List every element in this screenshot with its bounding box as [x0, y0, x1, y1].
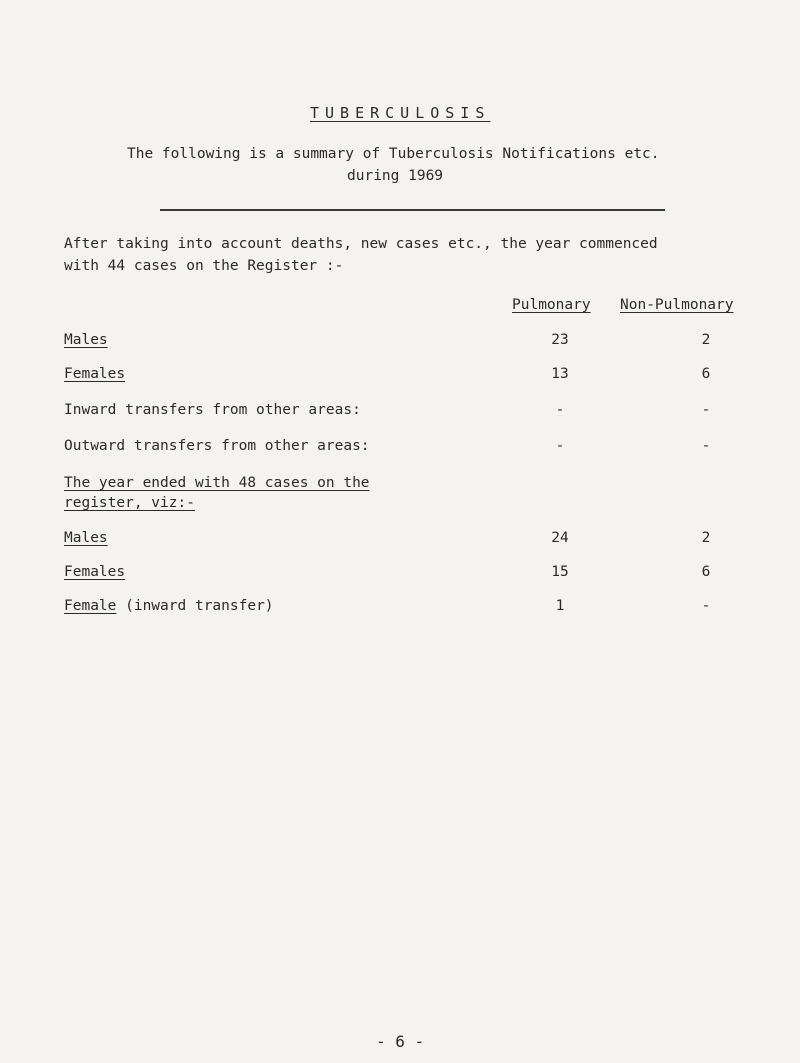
row-end-label: Females [64, 564, 126, 580]
year-end-line-1: The year ended with 48 cases on the [64, 475, 370, 491]
row-start-label: Females [64, 366, 126, 382]
row-start-pulmonary: - [555, 402, 565, 418]
row-start-pulmonary: 13 [551, 366, 569, 382]
commenced-line-1: After taking into account deaths, new cases etc., the year commenced [64, 236, 658, 252]
row-end-label: Female [64, 598, 117, 614]
divider-rule [160, 209, 665, 211]
row-start-pulmonary: 23 [551, 332, 569, 348]
row-end-pulmonary: 15 [551, 564, 569, 580]
commenced-line-2: with 44 cases on the Register :- [64, 258, 344, 274]
row-end-non-pulmonary: - [701, 598, 711, 614]
row-start-label: Males [64, 332, 108, 348]
page-number: - 6 - [376, 1032, 425, 1051]
col-header-non-pulmonary: Non-Pulmonary [620, 297, 734, 313]
row-end-non-pulmonary: 6 [701, 564, 711, 580]
row-end-label-suffix: (inward transfer) [116, 598, 274, 614]
row-start-non-pulmonary: - [701, 402, 711, 418]
intro-line-2: during 1969 [347, 168, 444, 184]
row-start-non-pulmonary: 2 [701, 332, 711, 348]
page-title: TUBERCULOSIS [310, 104, 491, 122]
row-start-non-pulmonary: - [701, 438, 711, 454]
row-end-pulmonary: 1 [555, 598, 565, 614]
intro-line-1: The following is a summary of Tuberculosis Notifications etc. [127, 146, 660, 162]
row-start-label: Inward transfers from other areas: [64, 402, 361, 418]
row-end-label: Males [64, 530, 108, 546]
row-start-non-pulmonary: 6 [701, 366, 711, 382]
row-start-pulmonary: - [555, 438, 565, 454]
row-end-non-pulmonary: 2 [701, 530, 711, 546]
col-header-pulmonary: Pulmonary [512, 297, 591, 313]
row-end-pulmonary: 24 [551, 530, 569, 546]
row-start-label: Outward transfers from other areas: [64, 438, 370, 454]
year-end-line-2: register, viz:- [64, 495, 195, 511]
row-end-label-wrap [64, 598, 274, 614]
